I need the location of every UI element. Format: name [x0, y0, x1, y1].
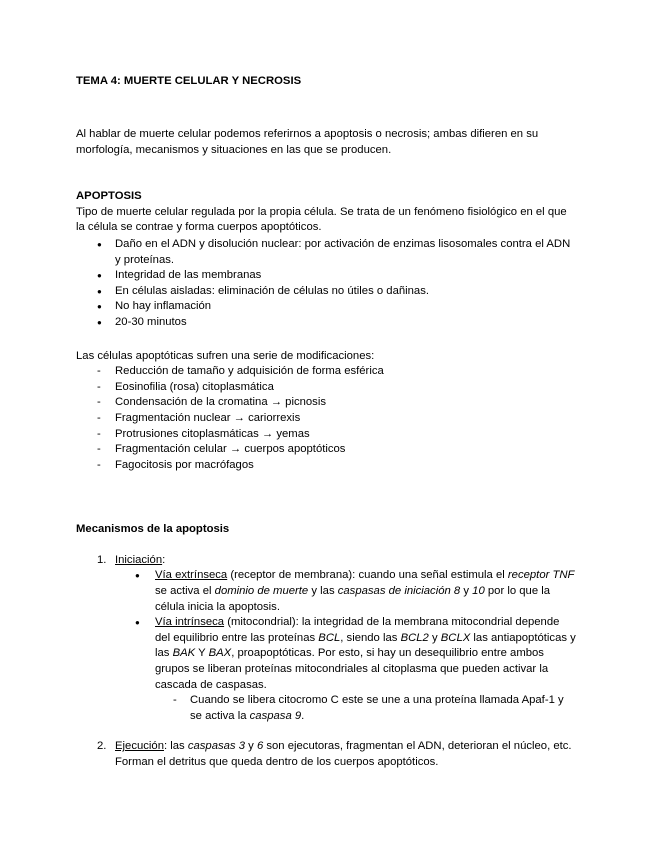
cytochrome-note — [155, 693, 576, 724]
italic-term: 6 — [256, 740, 264, 753]
pathways-list — [115, 568, 576, 724]
italic-term: caspasa 9 — [249, 709, 302, 722]
italic-term: caspasas 3 — [187, 740, 245, 753]
apoptosis-definition: Tipo de muerte celular regulada por la propia célula. Se trata de un fenómeno fisiológico en el que la célula se contrae y forma cuerpos apoptóticos. — [76, 205, 567, 234]
list-item: - Protrusiones citoplasmáticas → yemas — [76, 427, 576, 443]
text-run: las antiapoptóticas y las — [155, 631, 576, 660]
italic-term: BCL — [318, 631, 341, 644]
text-run: Y — [195, 647, 209, 660]
list-item: - Fagocitosis por macrófagos — [76, 458, 576, 474]
italic-term: BAX — [208, 647, 232, 660]
italic-term: BCLX — [440, 631, 471, 644]
modifications-intro: Las células apoptóticas sufren una serie de modificaciones: — [76, 349, 375, 362]
text-run: y — [428, 631, 441, 644]
list-item: ● 20-30 minutos — [76, 315, 576, 331]
apoptosis-features-list — [76, 237, 576, 331]
text-run: y — [245, 740, 257, 753]
list-item: ● No hay inflamación — [76, 299, 576, 315]
document-title: TEMA 4: MUERTE CELULAR Y NECROSIS — [76, 75, 302, 87]
text-run: se activa el — [155, 585, 215, 598]
extrinsic-pathway — [115, 568, 576, 615]
text-run: y — [460, 585, 473, 598]
text-run: (mitocondrial): la integridad de la membrana mitocondrial depende del equilibrio entre las proteínas — [155, 616, 560, 644]
list-item: ● Daño en el ADN y disolución nuclear: por activación de enzimas lisosomales contra el ADN y proteínas. — [76, 237, 576, 268]
modifications-list — [76, 364, 576, 473]
step-execution — [76, 739, 576, 770]
list-item: ● En células aisladas: eliminación de células no útiles o dañinas. — [76, 284, 576, 300]
step-label: Iniciación — [115, 553, 163, 566]
step-number: 1. — [97, 553, 107, 566]
mechanisms-heading: Mecanismos de la apoptosis — [76, 523, 230, 536]
text-run: (receptor de membrana): cuando una señal estimula el — [227, 569, 508, 582]
intro-paragraph: Al hablar de muerte celular podemos referirnos a apoptosis o necrosis; ambas difieren en su morfología, mecanismos y situaciones en las que se producen. — [76, 128, 539, 156]
text-run: , siendo las — [340, 631, 401, 644]
list-item: - Fragmentación nuclear → cariorrexis — [76, 411, 576, 427]
step-colon: : — [162, 553, 166, 566]
step-number: 2. — [97, 740, 107, 753]
italic-term: caspasas de iniciación 8 — [337, 585, 461, 598]
text-run: . — [301, 709, 305, 722]
step-label: Ejecución — [115, 740, 164, 753]
text-run: : las — [163, 740, 188, 753]
text-run: , proapoptóticas. Por esto, si hay un desequilibrio entre ambos grupos se liberan proteínas mitocondriales al citoplasma que pueden activar la cascada de caspasas. — [155, 647, 549, 691]
apoptosis-heading: APOPTOSIS — [76, 190, 142, 203]
text-run: son ejecutoras, fragmentan el ADN, deterioran el núcleo, etc. Forman el detritus que queda dentro de los cuerpos apoptóticos. — [115, 740, 572, 768]
cytochrome-note-list — [155, 693, 576, 724]
text-run: por lo que la célula inicia la apoptosis. — [155, 585, 551, 613]
list-item: - Condensación de la cromatina → picnosis — [76, 395, 576, 411]
text-run: y las — [308, 585, 338, 598]
italic-term: BCL2 — [400, 631, 429, 644]
list-item: - Eosinofilia (rosa) citoplasmática — [76, 380, 576, 396]
list-item: ● Integridad de las membranas — [76, 268, 576, 284]
pathway-label: Vía intrínseca — [155, 616, 225, 629]
document-page — [76, 74, 576, 771]
pathway-label: Vía extrínseca — [155, 569, 228, 582]
list-item: - Fragmentación celular → cuerpos apoptóticos — [76, 442, 576, 458]
italic-term: dominio de muerte — [214, 585, 309, 598]
italic-term: BAK — [172, 647, 196, 660]
list-item: - Reducción de tamaño y adquisición de forma esférica — [76, 364, 576, 380]
italic-term: receptor TNF — [507, 569, 575, 582]
italic-term: 10 — [472, 585, 485, 598]
step-initiation — [76, 553, 576, 725]
intrinsic-pathway — [115, 615, 576, 724]
mechanisms-steps — [76, 553, 576, 771]
text-run: Cuando se libera citocromo C este se une a una proteína llamada Apaf-1 y se activa la — [190, 694, 564, 722]
